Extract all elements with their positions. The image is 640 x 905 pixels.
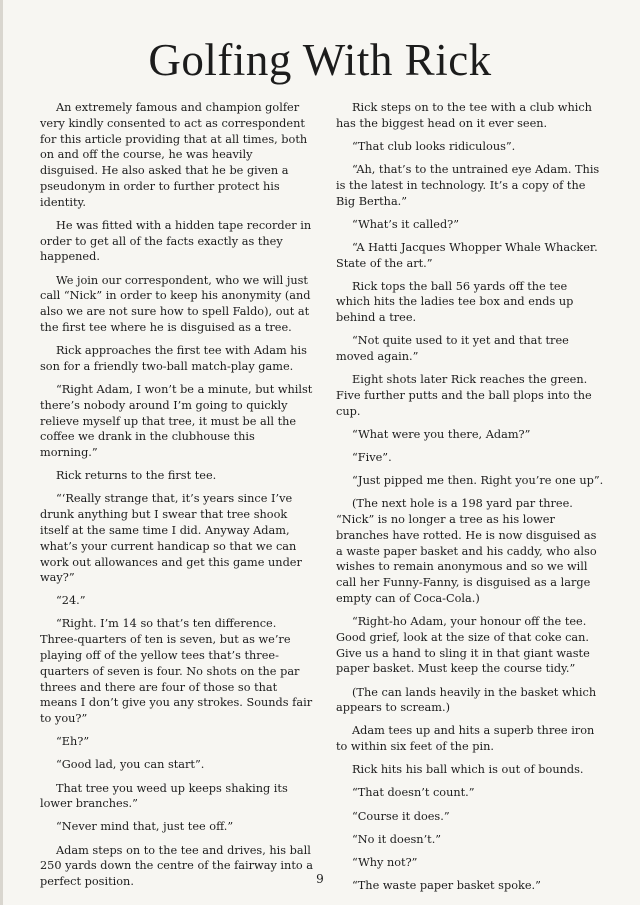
paragraph: Eight shots later Rick reaches the green. Five further putts and the ball plops into the cup. — [336, 373, 592, 418]
paragraph: “‘Really strange that, it’s years since I’ve drunk anything but I swear that tree shook itself at the same time I did. Anyway Adam, what’s your current handicap so that we can work out allowances and get this game under way?” — [40, 492, 302, 585]
paragraph: “Never mind that, just tee off.” — [56, 820, 234, 834]
paragraph: “Five”. — [352, 451, 392, 465]
paragraph: Adam steps on to the tee and drives, his ball 250 yards down the centre of the fairway into a perfect position. — [40, 843, 313, 889]
paragraph: “Right-ho Adam, your honour off the tee. Good grief, look at the size of that coke can. Give us a hand to sling it in that giant waste paper basket. Must keep the course tidy.” — [336, 615, 590, 676]
paragraph: “Eh?” — [56, 735, 90, 749]
page-number: 9 — [316, 872, 324, 886]
paragraph: “Just pipped me then. Right you’re one up”. — [352, 474, 604, 488]
paragraph: “The waste paper basket spoke.” — [352, 878, 541, 892]
paragraph: That tree you weed up keeps shaking its lower branches.” — [40, 781, 288, 811]
paragraph: Rick steps on to the tee with a club which has the biggest head on it ever seen. — [336, 101, 592, 130]
paragraph: “Good lad, you can start”. — [56, 758, 205, 772]
page-binding-edge — [0, 0, 3, 905]
paragraph: “Ah, that’s to the untrained eye Adam. This is the latest in technology. It’s a copy of the Big Bertha.” — [336, 162, 600, 208]
paragraph: (The can lands heavily in the basket which appears to scream.) — [336, 685, 597, 715]
paragraph: “Course it does.” — [352, 809, 450, 823]
article-title: Golfing With Rick — [148, 35, 492, 85]
paragraph: “24.” — [56, 594, 86, 608]
paragraph: Adam tees up and hits a superb three iron to within six feet of the pin. — [336, 724, 595, 754]
left-column — [40, 100, 314, 897]
paragraph: (The next hole is a 198 yard par three. “Nick” is no longer a tree as his lower branches have rotted. He is now disguised as a waste paper basket and his caddy, who also wishes to remain anonymous and so we will call her Funny-Fanny, is disguised as a large empty can of Coca-Cola.) — [336, 497, 597, 605]
right-column — [336, 100, 604, 901]
paragraph: “Right Adam, I won’t be a minute, but whilst there’s nobody around I’m going to quickly relieve myself up that tree, it must be all the coffee we drank in the clubhouse this morning.” — [40, 382, 313, 460]
paragraph: “A Hatti Jacques Whopper Whale Whacker. State of the art.” — [336, 240, 598, 270]
paragraph: Rick tops the ball 56 yards off the tee which hits the ladies tee box and ends up behind a tree. — [336, 279, 574, 325]
paragraph: “No it doesn’t.” — [352, 832, 442, 846]
paragraph: We join our correspondent, who we will just call “Nick” in order to keep his anonymity (and also we are not sure how to spell Faldo), out at the first tee where he is disguised as a tree. — [40, 273, 311, 334]
paragraph: “What were you there, Adam?” — [352, 427, 531, 441]
paragraph: “Not quite used to it yet and that tree moved again.” — [336, 334, 569, 364]
paragraph: “Why not?” — [352, 855, 418, 869]
paragraph: He was fitted with a hidden tape recorder in order to get all of the facts exactly as they happened. — [40, 218, 312, 264]
paragraph: Rick returns to the first tee. — [56, 469, 217, 483]
paragraph: “Right. I’m 14 so that’s ten difference. Three-quarters of ten is seven, but as we’re playing off of the yellow tees that’s three-quarters of seven is four. No shots on the par threes and there are four of those so that means I don’t give you any strokes. Sounds fair to you?” — [40, 617, 313, 726]
paragraph: Rick hits his ball which is out of bounds. — [352, 763, 584, 777]
paragraph: Rick approaches the first tee with Adam his son for a friendly two-ball match-play game. — [40, 344, 307, 373]
paragraph: An extremely famous and champion golfer very kindly consented to act as correspondent for this article providing that at all times, both on and off the course, he was heavily disguised. He also asked that he be given a pseudonym in order to further protect his identity. — [40, 101, 308, 209]
paragraph: “What’s it called?” — [352, 217, 460, 231]
paragraph: “That doesn’t count.” — [352, 786, 475, 800]
paragraph: “That club looks ridiculous”. — [352, 139, 516, 153]
